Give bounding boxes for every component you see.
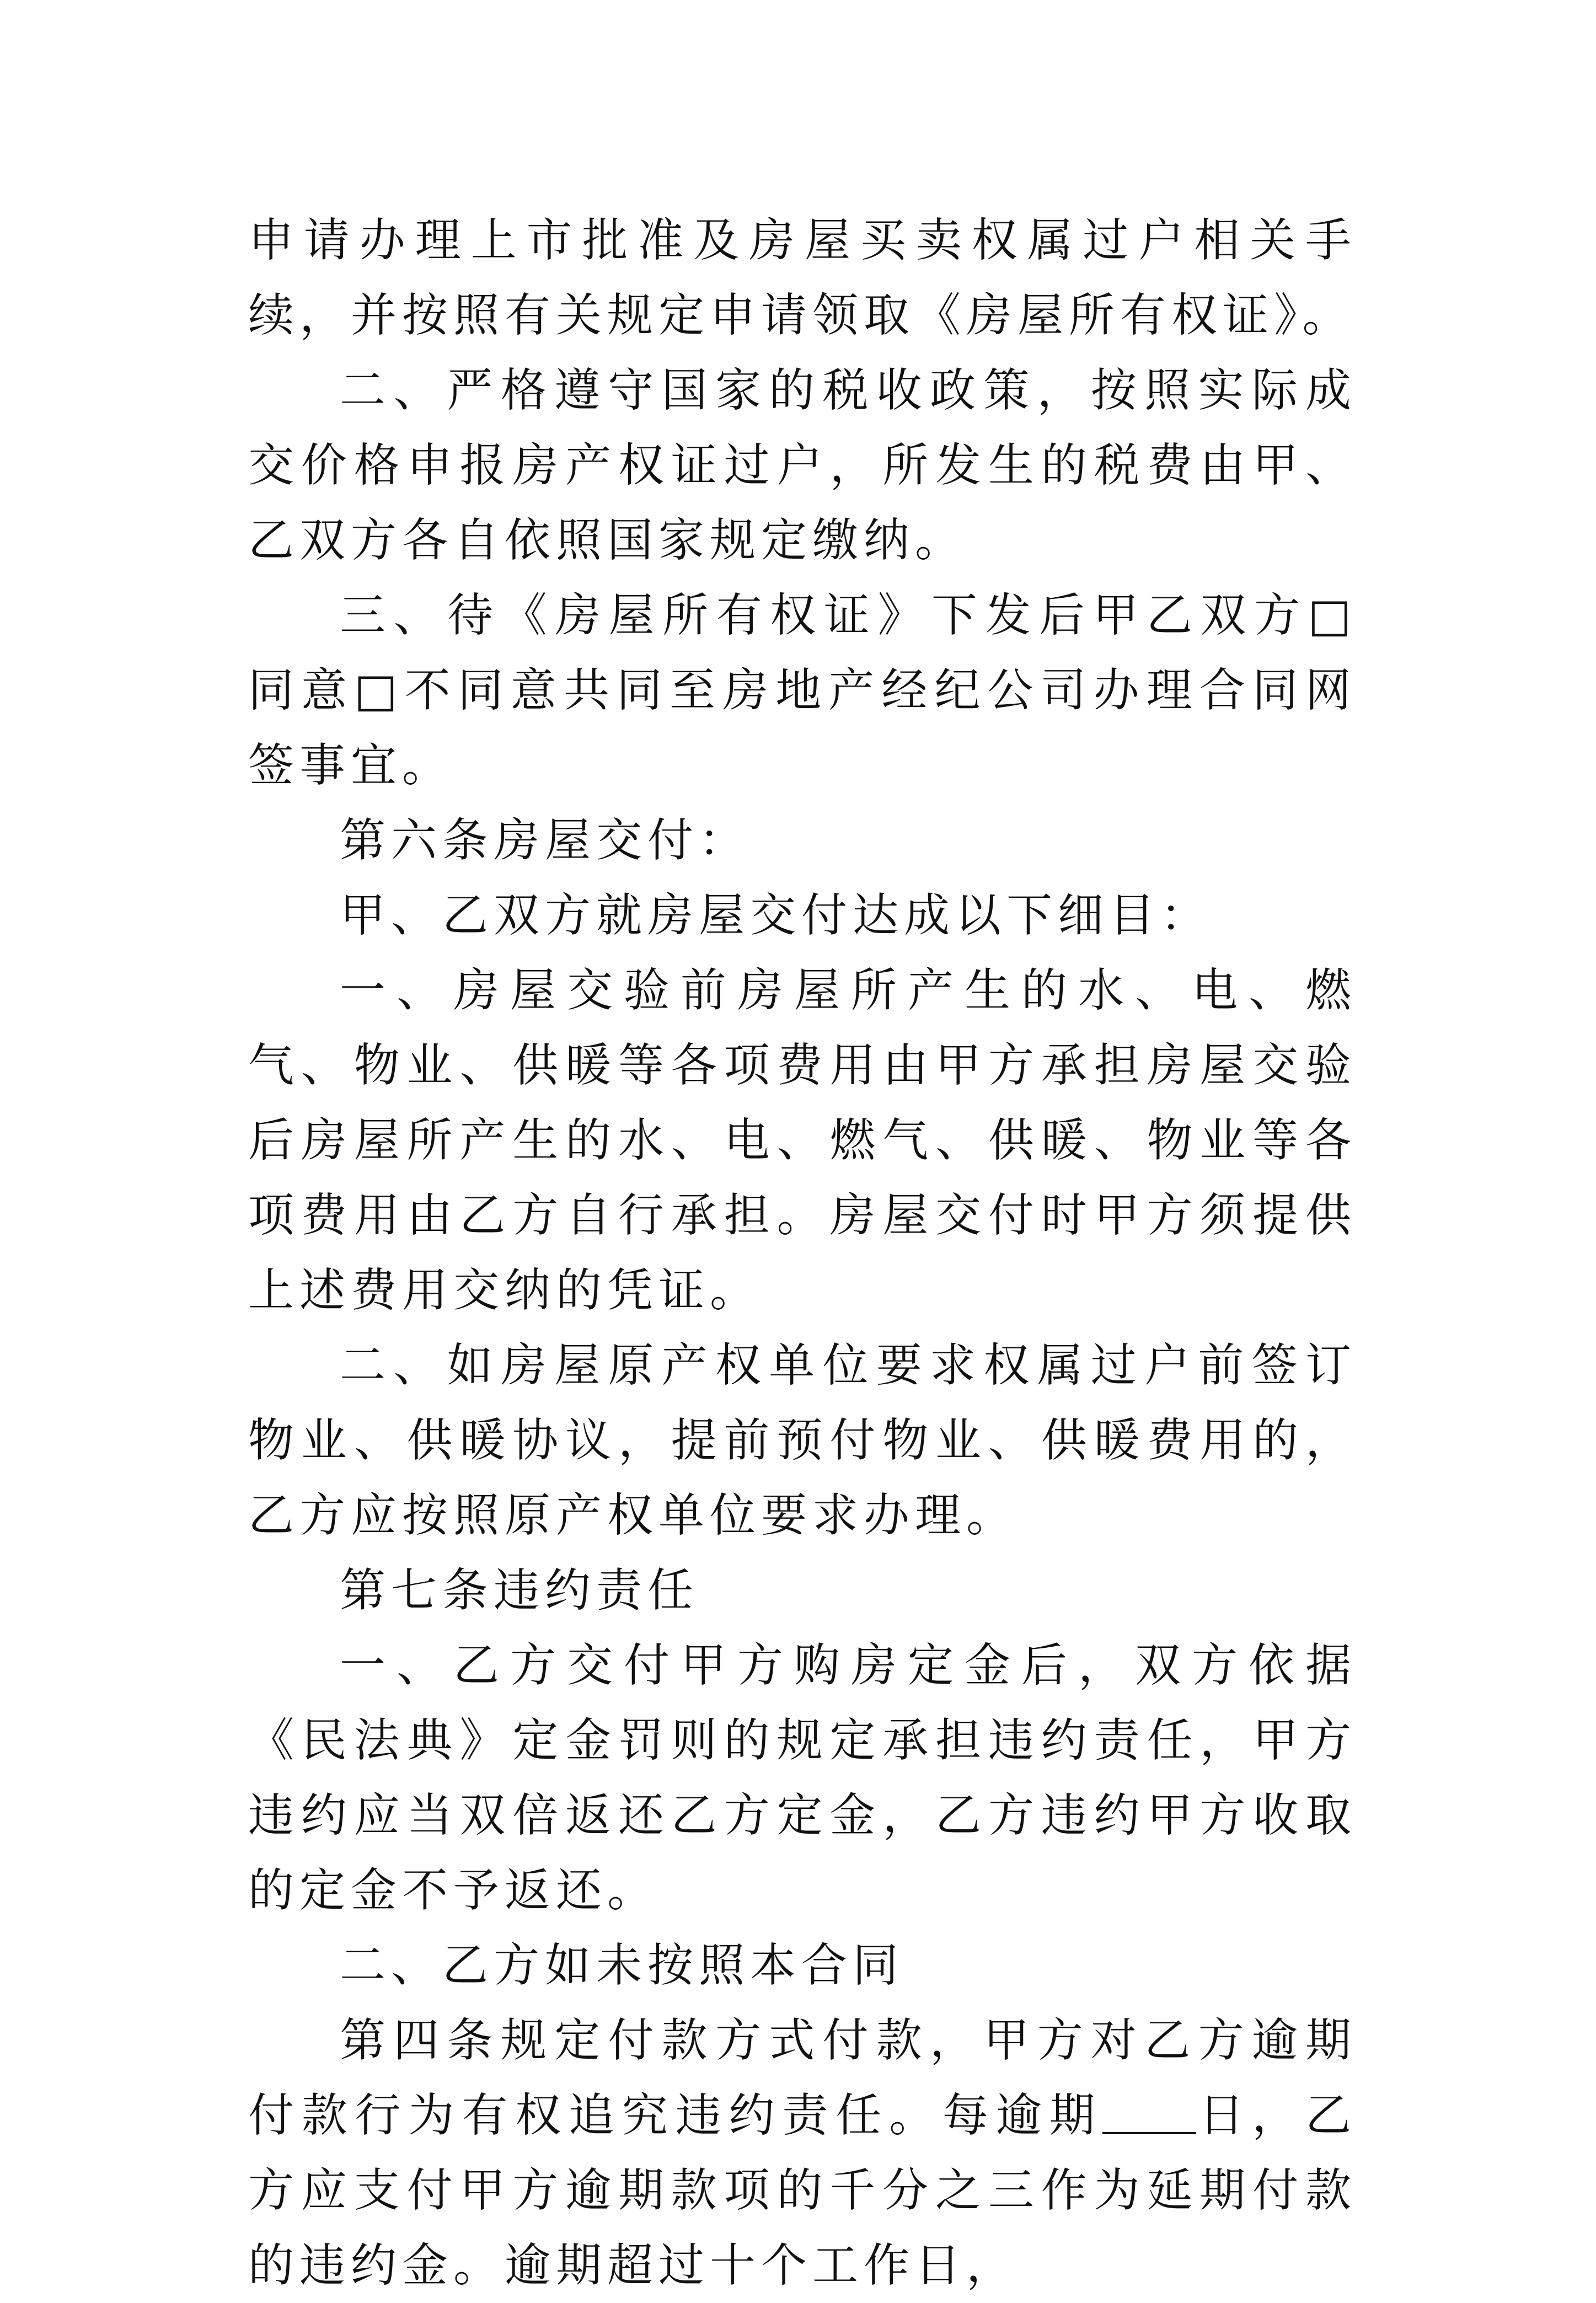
document-body: [248, 203, 1357, 2303]
paragraph-online-signing: 三、待《房屋所有权证》下发后甲乙双方□同意□不同意共同至房地产经纪公司办理合同网签事宜。: [248, 588, 1357, 792]
paragraph-delivery-fees: 一、房屋交验前房屋所产生的水、电、燃气、物业、供暖等各项费用由甲方承担房屋交验后房屋所产生的水、电、燃气、供暖、物业等各项费用由乙方自行承担。房屋交付时甲方须提供上述费用交纳的凭证。: [248, 963, 1357, 1317]
late-payment-text-before: 第四条规定付款方式付款，甲方对乙方逾期付款行为有权追究违约责任。每逾期: [248, 2013, 1357, 2142]
paragraph-late-payment: [248, 2003, 1357, 2303]
days-blank-field: [1102, 2092, 1196, 2134]
heading-article-6: 第六条房屋交付：: [340, 813, 750, 867]
paragraph-prepayment: 二、如房屋原产权单位要求权属过户前签订物业、供暖协议，提前预付物业、供暖费用的，乙方应按照原产权单位要求办理。: [248, 1338, 1357, 1542]
paragraph-deposit-penalty: 一、乙方交付甲方购房定金后，双方依据《民法典》定金罚则的规定承担违约责任，甲方违约应当双倍返还乙方定金，乙方违约甲方收取的定金不予返还。: [248, 1638, 1357, 1917]
paragraph-delivery-intro: 甲、乙双方就房屋交付达成以下细目：: [340, 888, 1212, 942]
paragraph-buyer-default: 二、乙方如未按照本合同: [340, 1938, 904, 1992]
heading-article-7: 第七条违约责任: [340, 1563, 699, 1617]
paragraph-tax-policy: 二、严格遵守国家的税收政策，按照实际成交价格申报房产权证过户，所发生的税费由甲、乙双方各自依照国家规定缴纳。: [248, 363, 1357, 567]
paragraph-continuation: 申请办理上市批准及房屋买卖权属过户相关手续，并按照有关规定申请领取《房屋所有权证》。: [248, 213, 1357, 342]
late-payment-text-after: 日，乙方应支付甲方逾期款项的千分之三作为延期付款的违约金。逾期超过十个工作日，: [248, 2088, 1357, 2292]
